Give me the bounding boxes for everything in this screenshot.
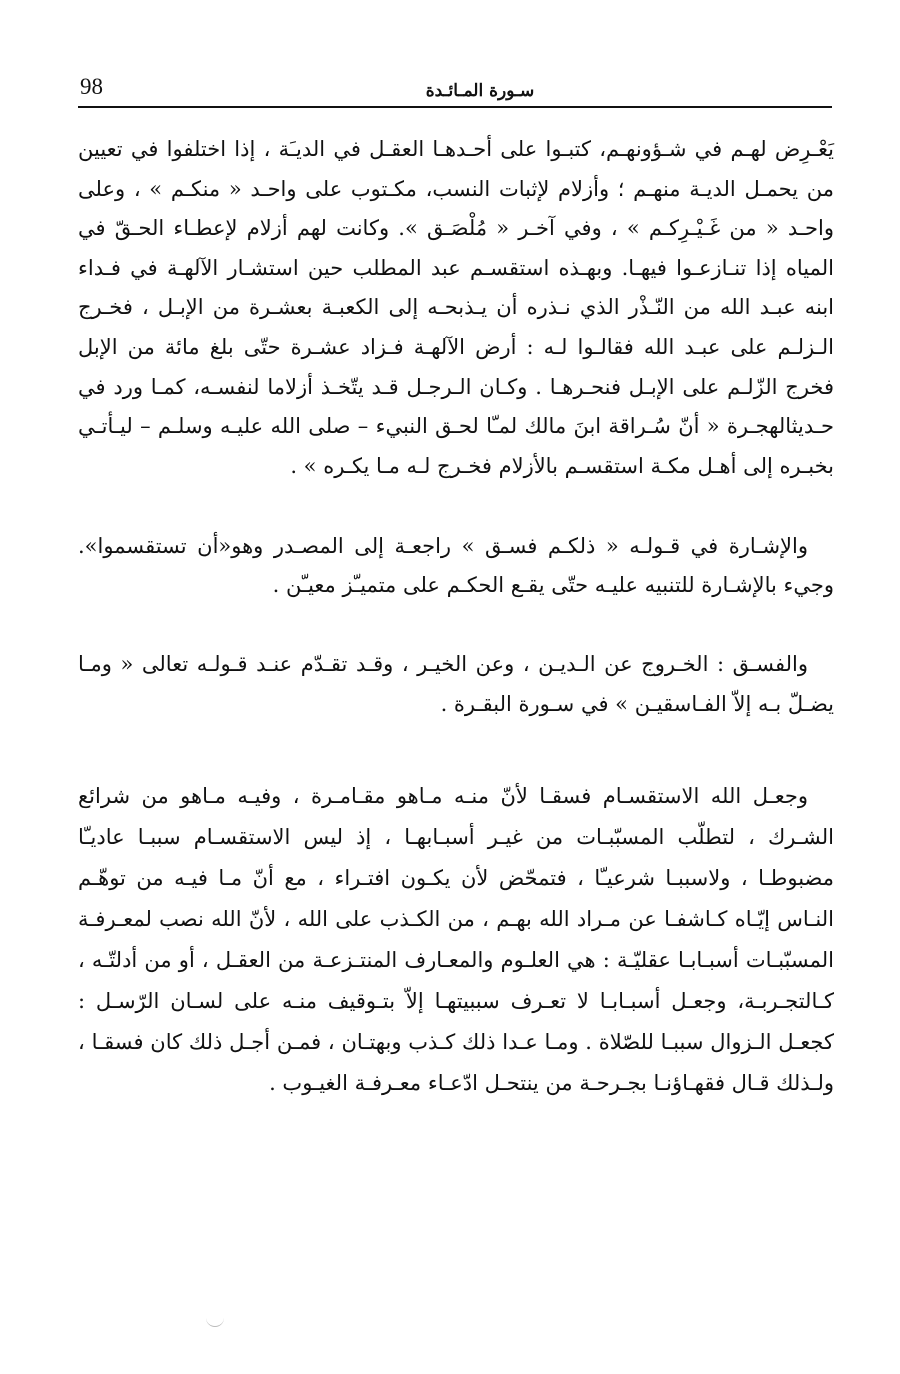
running-title: سـورة المـائـدة — [425, 81, 535, 101]
paragraph-4: وجعـل الله الاستقسـام فسقـا لأنّ منـه مـاهو مقـامـرة ، وفيـه مـاهو من شرائع الشـرك ، لتطلّب المسبّبـات من غيـر أسبـابهـا ، إذ ليس الاستقسـام سببـا عاديـّا مضبوطـا ، ولاسببـا شرعيـّا ، فتمحّض لأن يكـون افتـراء ، مع أنّ مـا فيـه من توهّـم النـاس إيّـاه كـاشفـا عن مـراد الله بهـم ، من الكـذب على الله ، لأنّ الله نصب لمعـرفـة المسبّبـات أسبـابـا عقليّـة : هي العلـوم والمعـارف المنتـزعـة من العقـل ، أو من أدلتّـه ، كـالتجـربـة، وجعـل أسبـابـا لا تعـرف سببيتهـا إلاّ بتـوقيف منـه على لسـان الرّسـل : كجعـل الـزوال سببـا للصّلاة . ومـا عـدا ذلك كـذب وبهتـان ، فمـن أجـل ذلك كان فسقـا ، ولـذلك قـال فقهـاؤنـا بجـرحـة من ينتحـل ادّعـاء معـرفـة الغيـوب . — [78, 784, 834, 1096]
body-text — [78, 130, 834, 1104]
paragraph-2: والإشـارة في قـولـه « ذلكـم فسـق » راجعـة إلى المصـدر وهو«أن تستقسموا». وجيء بالإشـارة للتنبيه عليـه حتّى يقـع الحكـم على متميـّز معيـّن . — [78, 534, 834, 598]
header-rule — [78, 106, 832, 108]
paragraph-3: والفسـق : الخـروج عن الـديـن ، وعن الخيـر ، وقـد تقـدّم عنـد قـولـه تعالى « ومـا يضـلّ بـه إلاّ الفـاسقيـن » في سـورة البقـرة . — [78, 652, 834, 717]
paragraph-1: يَعْـرِض لهـم في شـؤونهـم، كتبـوا على أحـدهـا العقـل في الديـَة ، إذا اختلفوا في تعيين من يحمـل الديـة منهـم ؛ وأزلام لإثبات النسب، مكـتوب على واحـد « منكـم » ، وعلى واحـد « من غَـيْـرِكـم » ، وفي آخـر « مُلْصَـق ». وكانت لهم أزلام لإعطـاء الحـقّ في المياه إذا تنـازعـوا فيهـا. وبهـذه استقسـم عبد المطلب حين استشـار الآلهـة في فـداء ابنه عبـد الله من النّـذْر الذي نـذره أن يـذبحـه إلى الكعبـة بعشـرة من الإبـل ، فخـرج الـزلـم على عبـد الله فقالـوا لـه : أرض الآلهـة فـزاد عشـرة حتّى بلغ مائة من الإبل فخرج الزّلـم على الإبـل فنحـرهـا . وكـان الـرجـل قـد يتّخـذ أزلاما لنفسـه، كمـا ورد في حـديثالهجـرة « أنّ سُـراقة ابنَ مالك لمـّا لحـق النبيء – صلى الله عليـه وسلـم – ليـأتـي بخبـره إلى أهـل مكـة استقسـم بالأزلام فخـرج لـه مـا يكـره » . — [78, 137, 834, 478]
margin-mark — [206, 1318, 224, 1327]
page-number: 98 — [80, 74, 103, 99]
page-header — [80, 72, 832, 106]
